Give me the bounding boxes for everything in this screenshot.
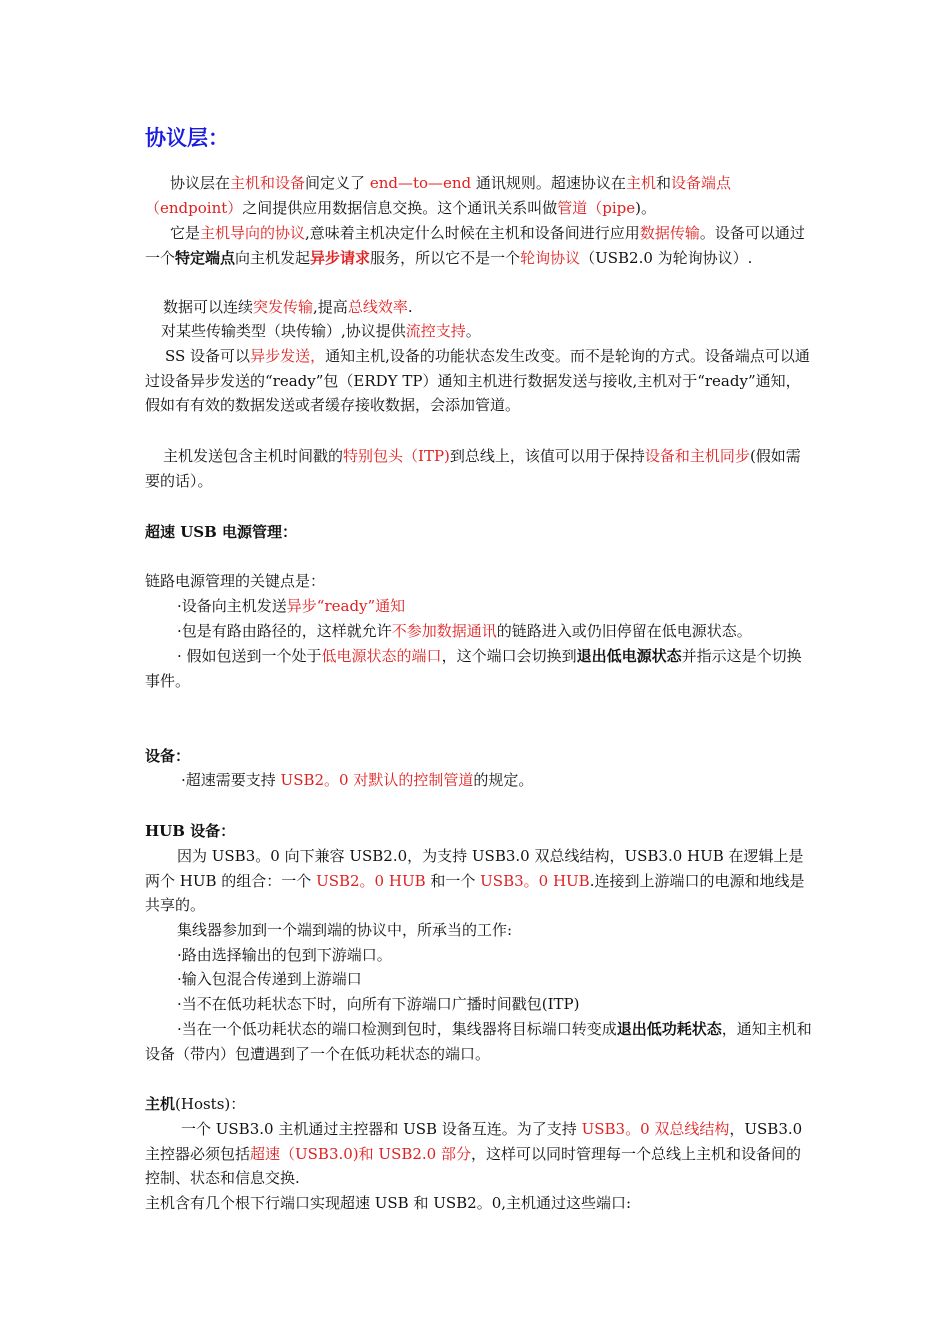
text-run: 间定义了 bbox=[305, 174, 370, 192]
highlighted-text: 异步请求 bbox=[310, 248, 371, 267]
paragraph bbox=[145, 444, 813, 493]
highlighted-text: end—to—end bbox=[369, 174, 472, 192]
highlighted-text: 数据传输 bbox=[639, 224, 700, 242]
paragraph bbox=[145, 1117, 813, 1191]
list-item bbox=[145, 943, 813, 968]
text-run: （USB2.0 为轮询协议）. bbox=[580, 248, 753, 267]
text-run: ，这个端口会切换到 bbox=[441, 647, 577, 665]
highlighted-text: 轮询协议 bbox=[520, 248, 581, 267]
list-item bbox=[145, 967, 813, 992]
host-heading-suffix: (Hosts)： bbox=[175, 1095, 246, 1113]
section-heading-device: 设备： bbox=[145, 747, 191, 765]
list-item bbox=[145, 768, 813, 793]
paragraph bbox=[145, 171, 813, 220]
section-heading-power: 超速 USB 电源管理： bbox=[145, 523, 298, 541]
list-item bbox=[145, 594, 813, 619]
text-run: 服务，所以它不是一个 bbox=[370, 248, 521, 267]
highlighted-text: 退出低电源状态 bbox=[576, 647, 682, 665]
text-run: 对某些传输类型（块传输）,协议提供 bbox=[161, 322, 406, 340]
text-run: 通讯规则。超速协议在 bbox=[471, 174, 626, 192]
highlighted-text: 异步发送， bbox=[250, 347, 326, 365]
text-run: ·包是有路由路径的，这样就允许 bbox=[177, 622, 392, 640]
text-run: 到总线上，该值可以用于保持 bbox=[449, 447, 645, 465]
text-run: 主机含有几个根下行端口实现超速 USB 和 USB2。0,主机通过这些端口: bbox=[145, 1194, 632, 1212]
text-run: 一个 USB3.0 主机通过主控器和 USB 设备互连。为了支持 bbox=[181, 1120, 582, 1138]
text-run: ,意味着主机决定什么时候在主机和设备间进行应用 bbox=[305, 224, 640, 242]
highlighted-text: 退出低功耗状态 bbox=[616, 1020, 722, 1038]
text-run: 和 bbox=[655, 174, 671, 192]
text-run: SS 设备可以 bbox=[165, 347, 251, 365]
text-run: 数据可以连续 bbox=[163, 298, 254, 316]
highlighted-text: 设备和主机同步 bbox=[644, 447, 750, 465]
text-run: 协议层在 bbox=[170, 174, 231, 192]
text-run: ·超速需要支持 bbox=[181, 771, 281, 789]
highlighted-text: 主机 bbox=[625, 174, 656, 192]
list-item bbox=[145, 1017, 813, 1066]
text-run: 主机发送包含主机时间戳的 bbox=[163, 447, 344, 465]
text-run: 。 bbox=[465, 322, 481, 340]
text-run: 的链路进入或仍旧停留在低电源状态。 bbox=[496, 622, 752, 640]
text-run: 向主机发起 bbox=[235, 248, 311, 267]
paragraph bbox=[145, 344, 813, 418]
highlighted-text: USB3。0 HUB bbox=[480, 871, 590, 890]
highlighted-text: 异步“ready”通知 bbox=[286, 597, 406, 615]
paragraph bbox=[145, 221, 813, 270]
list-item bbox=[145, 992, 813, 1017]
highlighted-text: 超速（USB3.0)和 USB2.0 部分 bbox=[250, 1144, 471, 1163]
text-run: ，这样可以同时管理每一个总线上主机和设备间的控制、状态和信息交换. bbox=[145, 1144, 802, 1187]
highlighted-text: 特别包头（ITP) bbox=[343, 447, 450, 465]
text-run: ，通知主机和设备（带内）包遭遇到了一个在低功耗状态的端口。 bbox=[145, 1020, 812, 1063]
highlighted-text: 总线效率 bbox=[347, 298, 408, 316]
highlighted-text: 流控支持 bbox=[405, 322, 466, 340]
text-run: 因为 USB3。0 向下兼容 USB2.0，为支持 USB3.0 双总线结构，USB3.0 HUB 在逻辑上是两个 HUB 的组合：一个 bbox=[145, 847, 804, 890]
highlighted-text: 不参加数据通讯 bbox=[391, 622, 497, 640]
section-heading-hub: HUB 设备： bbox=[145, 822, 236, 840]
paragraph bbox=[145, 918, 813, 943]
highlighted-text: 主机和设备 bbox=[230, 174, 306, 192]
text-run: ·设备向主机发送 bbox=[177, 597, 287, 615]
text-run: 链路电源管理的关键点是： bbox=[145, 572, 326, 590]
text-run: 的规定。 bbox=[473, 771, 534, 789]
highlighted-text: 设备端点（endpoint） bbox=[145, 174, 731, 217]
highlighted-text: USB2。0 HUB bbox=[316, 871, 426, 890]
highlighted-text: USB2。0 对默认的控制管道 bbox=[280, 771, 474, 789]
text-run: ·输入包混合传递到上游端口 bbox=[177, 970, 362, 988]
text-run: · 假如包送到一个处于 bbox=[177, 647, 322, 665]
text-run: 。设备可以通过一个 bbox=[145, 224, 805, 267]
text-run: 之间提供应用数据信息交换。这个通讯关系叫做 bbox=[242, 198, 558, 217]
highlighted-text: USB3。0 双总线结构 bbox=[581, 1120, 730, 1138]
highlighted-text: 管道（pipe bbox=[557, 198, 636, 217]
text-run: ，USB3.0 主控器必须包括 bbox=[145, 1120, 803, 1163]
text-run: )。 bbox=[635, 198, 657, 217]
section-heading-protocol: 协议层： bbox=[145, 126, 229, 150]
paragraph bbox=[145, 569, 813, 594]
list-item bbox=[145, 619, 825, 644]
text-run: .连接到上游端口的电源和地线是共享的。 bbox=[145, 871, 805, 914]
text-run: ·当在一个低功耗状态的端口检测到包时，集线器将目标端口转变成 bbox=[177, 1020, 617, 1038]
text-run: 并指示这是个切换事件。 bbox=[145, 647, 802, 690]
text-run: ·当不在低功耗状态下时，向所有下游端口广播时间戳包(ITP) bbox=[177, 995, 580, 1013]
text-run: ·路由选择输出的包到下游端口。 bbox=[177, 946, 392, 964]
paragraph bbox=[145, 295, 813, 320]
text-run: 通知主机,设备的功能状态发生改变。而不是轮询的方式。设备端点可以通过设备异步发送的“ready”包（ERDY TP）通知主机进行数据发送与接收,主机对于“ready”通知，假如有有效的数据发送或者缓存接收数据，会添加管道。 bbox=[145, 347, 810, 414]
paragraph bbox=[145, 319, 813, 344]
highlighted-text: 特定端点 bbox=[175, 248, 236, 267]
paragraph bbox=[145, 844, 813, 918]
list-item bbox=[145, 644, 813, 693]
section-heading-host bbox=[145, 1093, 245, 1114]
host-heading-bold: 主机 bbox=[145, 1095, 176, 1113]
text-run: (假如需要的话）。 bbox=[145, 447, 801, 490]
paragraph bbox=[145, 1191, 813, 1216]
highlighted-text: 低电源状态的端口 bbox=[321, 647, 442, 665]
text-run: 集线器参加到一个端到端的协议中，所承当的工作: bbox=[177, 921, 513, 939]
text-run: . bbox=[407, 298, 413, 316]
text-run: 和一个 bbox=[425, 871, 481, 890]
text-run: ,提高 bbox=[313, 298, 348, 316]
highlighted-text: 主机导向的协议 bbox=[200, 224, 306, 242]
highlighted-text: 突发传输 bbox=[253, 298, 314, 316]
text-run: 它是 bbox=[170, 224, 201, 242]
